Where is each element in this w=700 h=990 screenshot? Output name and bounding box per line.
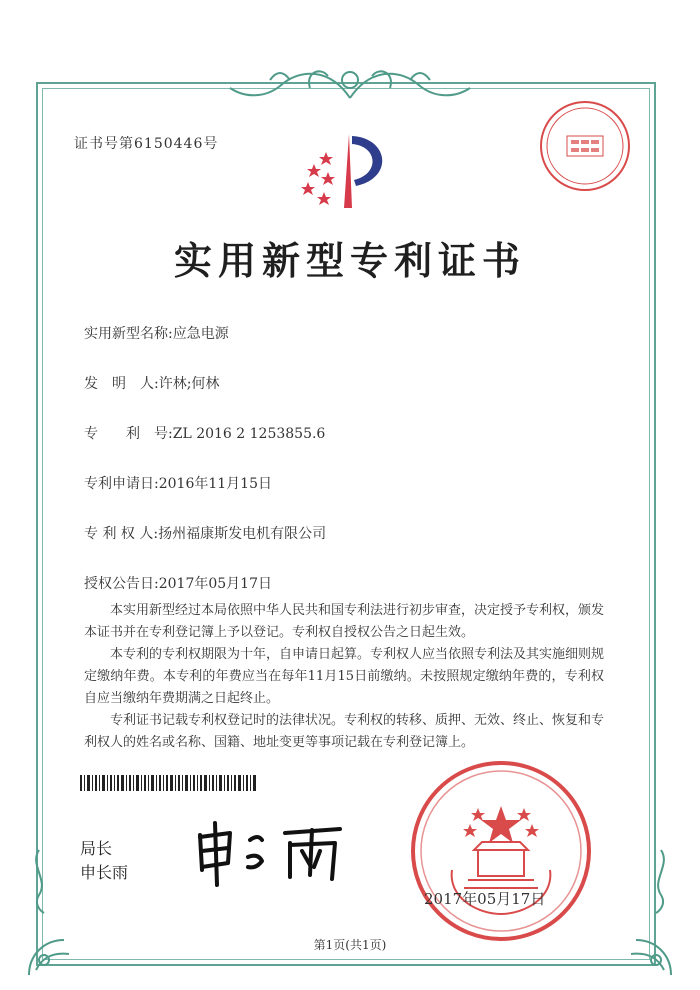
field-label: 专利申请日: bbox=[84, 476, 159, 492]
field-label: 实用新型名称: bbox=[84, 326, 173, 342]
field-label: 专 利 号: bbox=[84, 426, 173, 442]
field-value: ZL 2016 2 1253855.6 bbox=[172, 426, 326, 442]
field-label: 专 利 权 人: bbox=[84, 526, 159, 542]
cnipa-official-seal-icon bbox=[408, 758, 594, 944]
seal-date: 2017年05月17日 bbox=[424, 890, 546, 908]
certificate-title: 实用新型专利证书 bbox=[173, 238, 526, 283]
field-value: 许林;何林 bbox=[158, 376, 220, 392]
field-inventor bbox=[84, 373, 219, 393]
page-number: 第1页(共1页) bbox=[313, 938, 387, 952]
body-paragraph: 本实用新型经过本局依照中华人民共和国专利法进行初步审查，决定授予专利权，颁发本证书并在专利登记簿上予以登记。专利权自授权公告之日起生效。 bbox=[84, 603, 605, 640]
barcode-icon bbox=[80, 775, 256, 791]
certificate-number: 证书号第6150446号 bbox=[74, 136, 219, 152]
tax-seal-icon bbox=[537, 98, 633, 194]
right-side-ornament bbox=[646, 845, 676, 915]
field-utility-model-name bbox=[84, 323, 229, 343]
signature-icon bbox=[190, 815, 350, 890]
field-value: 应急电源 bbox=[172, 326, 229, 342]
field-patentee bbox=[84, 523, 326, 543]
official-title: 局长 bbox=[80, 839, 113, 858]
field-application-date bbox=[84, 473, 272, 493]
field-label: 授权公告日: bbox=[84, 576, 159, 592]
top-ornament bbox=[210, 58, 490, 104]
field-value: 2016年11月15日 bbox=[158, 476, 272, 492]
field-value: 扬州福康斯发电机有限公司 bbox=[158, 526, 327, 542]
certificate-body bbox=[84, 600, 604, 754]
left-side-ornament bbox=[24, 845, 54, 915]
field-value: 2017年05月17日 bbox=[158, 576, 272, 592]
field-label: 发 明 人: bbox=[84, 376, 159, 392]
official-name: 申长雨 bbox=[80, 863, 129, 882]
cnipa-logo-icon bbox=[294, 128, 402, 212]
field-grant-date bbox=[84, 573, 272, 593]
body-paragraph: 本专利的专利权期限为十年，自申请日起算。专利权人应当依照专利法及其实施细则规定缴纳年费。本专利的年费应当在每年11月15日前缴纳。未按照规定缴纳年费的，专利权自应当缴纳年费期满之日起终止。 bbox=[84, 647, 605, 706]
body-paragraph: 专利证书记载专利权登记时的法律状况。专利权的转移、质押、无效、终止、恢复和专利权人的姓名或名称、国籍、地址变更等事项记载在专利登记簿上。 bbox=[84, 713, 605, 750]
field-patent-number bbox=[84, 423, 325, 443]
